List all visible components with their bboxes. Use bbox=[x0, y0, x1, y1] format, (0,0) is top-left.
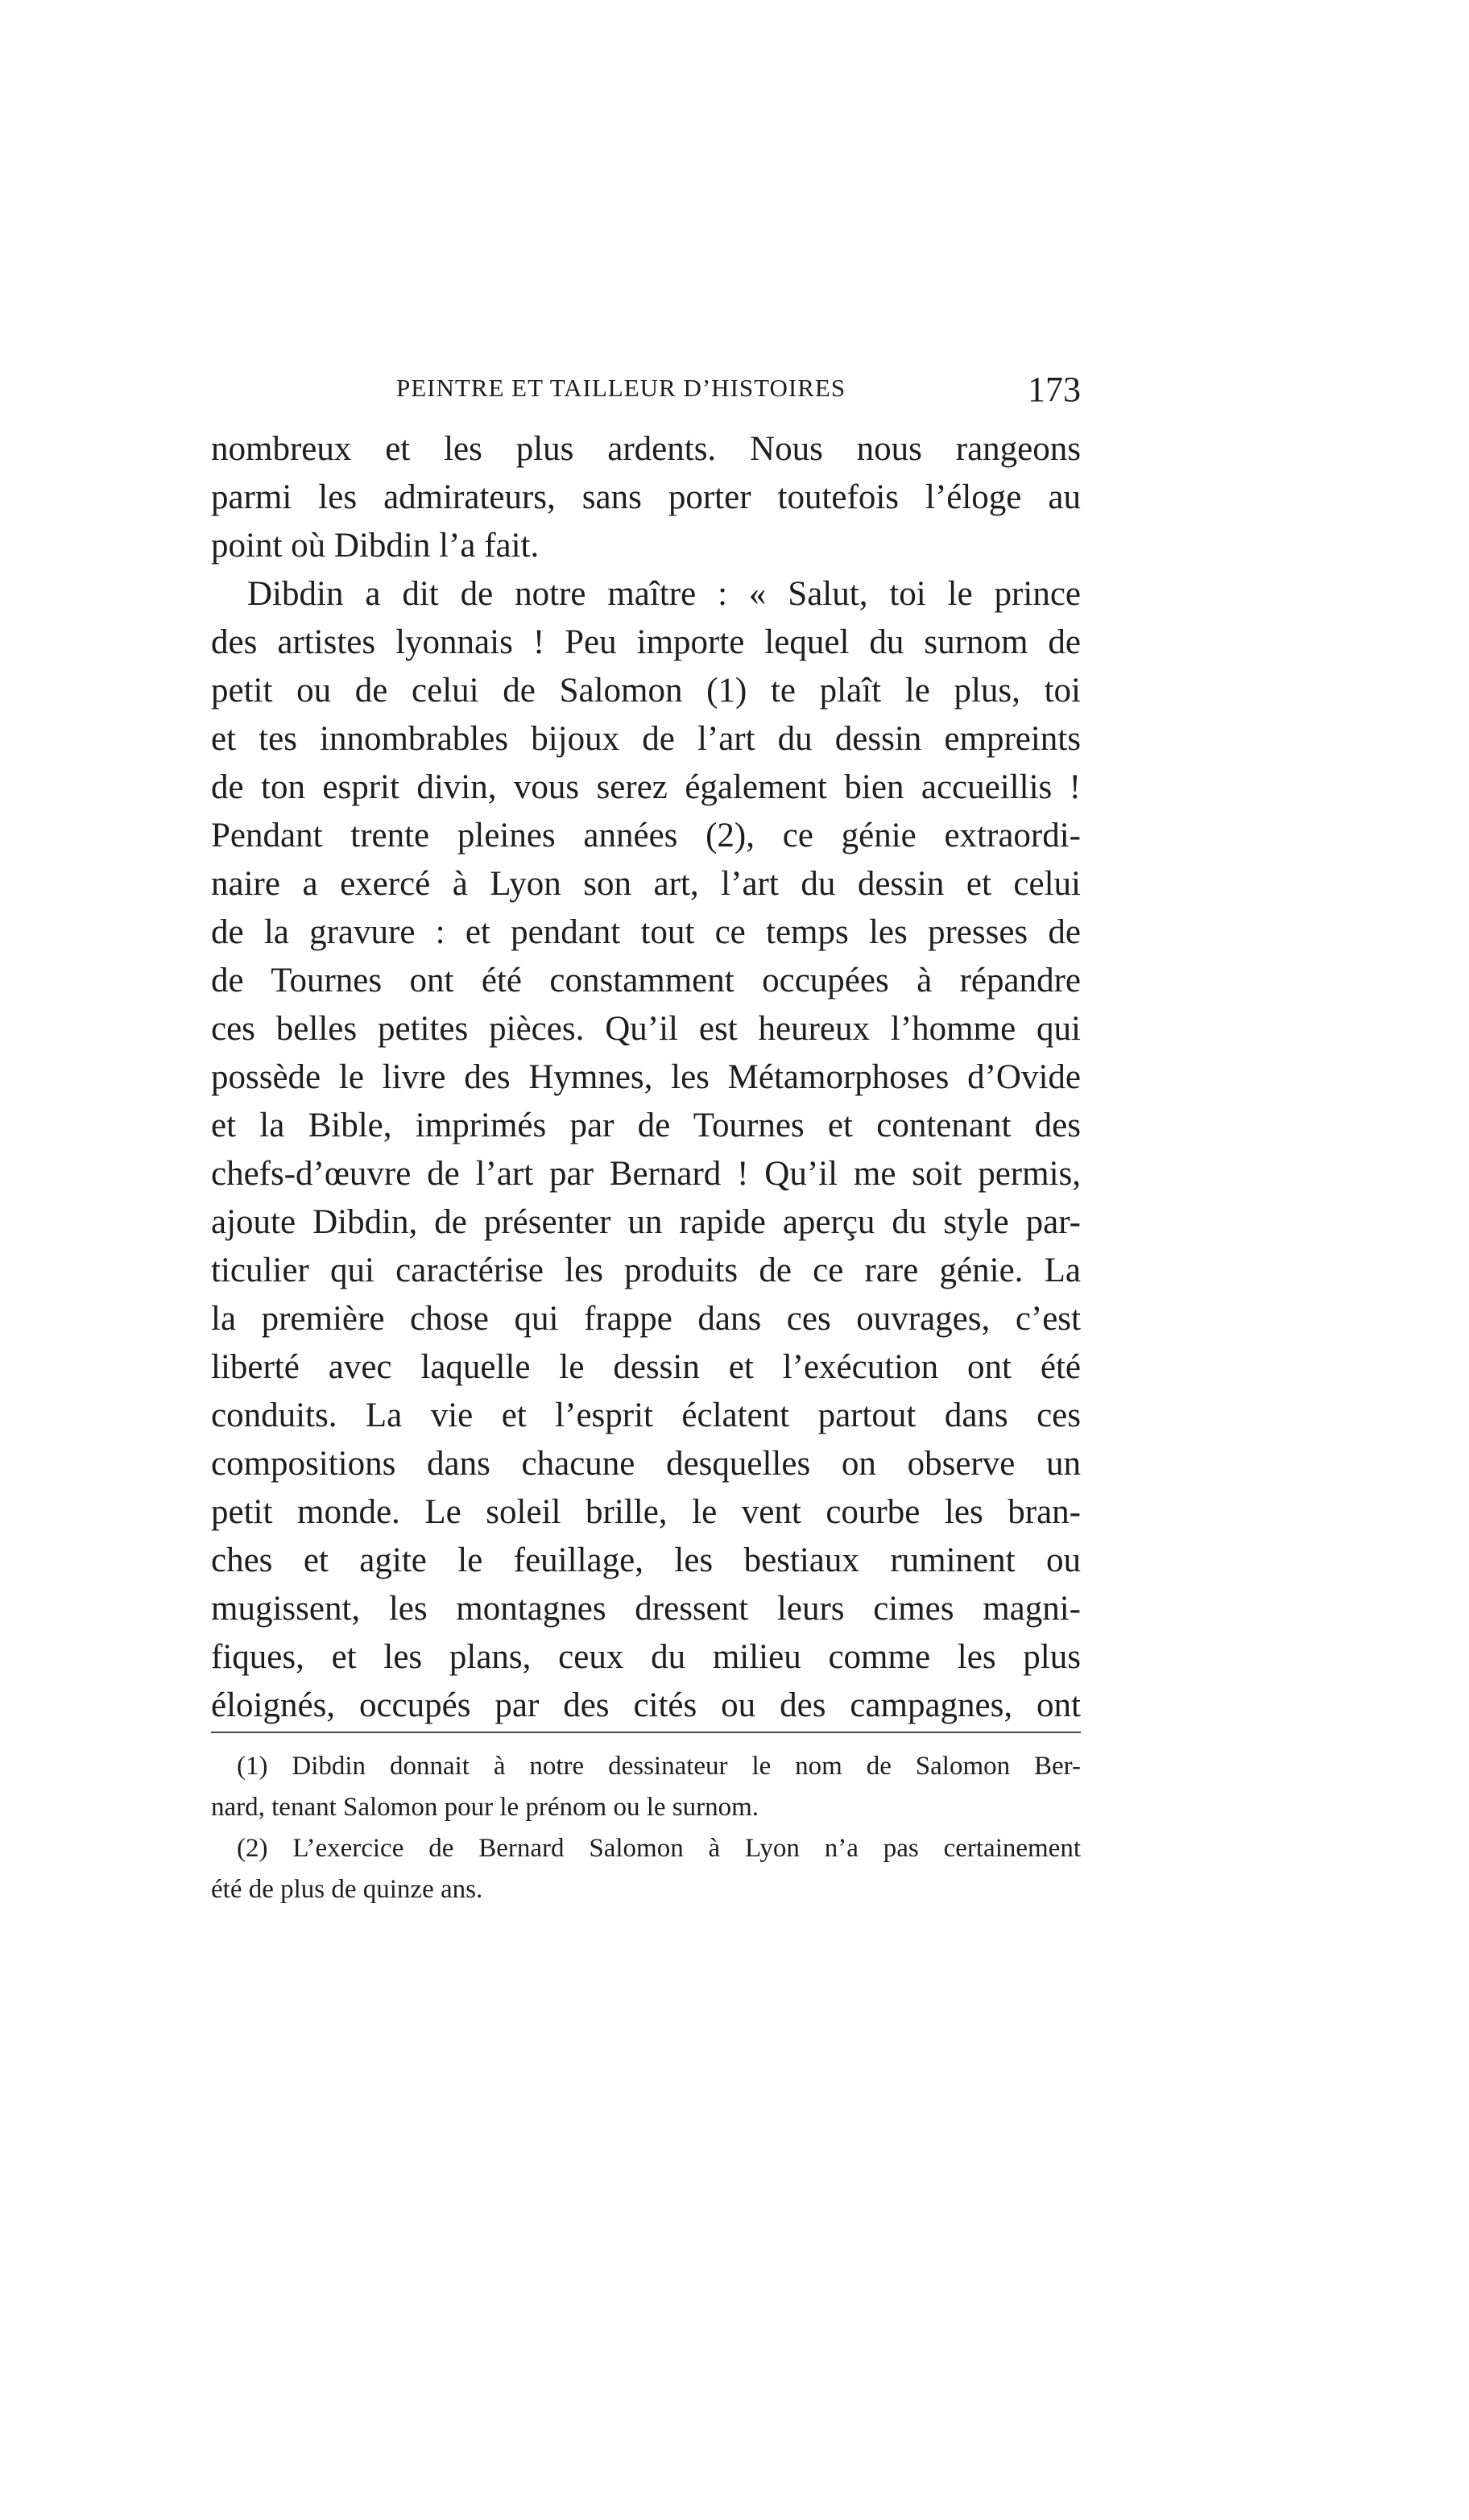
footnote-line: (2) L’exercice de Bernard Salomon à Lyon n’a pas certainement bbox=[237, 1834, 1081, 1863]
body-line: compositions dans chacune desquelles on observe un bbox=[211, 1445, 1081, 1483]
body-line: Dibdin a dit de notre maître : « Salut, toi le prince bbox=[247, 575, 1081, 613]
body-line: liberté avec laquelle le dessin et l’exécution ont été bbox=[211, 1348, 1081, 1386]
body-line: point où Dibdin l’a fait. bbox=[211, 527, 540, 565]
body-line: ajoute Dibdin, de présenter un rapide aperçu du style par- bbox=[211, 1203, 1081, 1241]
running-title: PEINTRE ET TAILLEUR D’HISTOIRES bbox=[396, 374, 846, 402]
page-number: 173 bbox=[1028, 370, 1081, 409]
body-line: fiques, et les plans, ceux du milieu comme les plus bbox=[211, 1638, 1081, 1676]
body-line: parmi les admirateurs, sans porter toutefois l’éloge au bbox=[211, 478, 1081, 516]
body-line: ces belles petites pièces. Qu’il est heureux l’homme qui bbox=[211, 1010, 1081, 1048]
body-line: naire a exercé à Lyon son art, l’art du dessin et celui bbox=[211, 865, 1081, 903]
body-line: mugissent, les montagnes dressent leurs cimes magni- bbox=[211, 1590, 1081, 1628]
footnote-line: nard, tenant Salomon pour le prénom ou le surnom. bbox=[211, 1793, 759, 1822]
body-line: de ton esprit divin, vous serez également bien accueillis ! bbox=[211, 768, 1081, 806]
body-line: éloignés, occupés par des cités ou des campagnes, ont bbox=[211, 1686, 1081, 1724]
body-line: nombreux et les plus ardents. Nous nous rangeons bbox=[211, 430, 1081, 468]
footnote-line: (1) Dibdin donnait à notre dessinateur le nom de Salomon Ber- bbox=[237, 1752, 1081, 1781]
body-line: ches et agite le feuillage, les bestiaux ruminent ou bbox=[211, 1541, 1081, 1579]
footnotes bbox=[211, 1746, 1081, 1910]
body-line: petit ou de celui de Salomon (1) te plaît le plus, toi bbox=[211, 672, 1081, 710]
footnote-rule bbox=[211, 1732, 1081, 1733]
body-line: la première chose qui frappe dans ces ouvrages, c’est bbox=[211, 1300, 1081, 1338]
body-line: et tes innombrables bijoux de l’art du dessin empreints bbox=[211, 720, 1081, 758]
running-head bbox=[211, 369, 1081, 417]
body-line: des artistes lyonnais ! Peu importe lequel du surnom de bbox=[211, 623, 1081, 661]
body-line: chefs-d’œuvre de l’art par Bernard ! Qu’il me soit permis, bbox=[211, 1155, 1081, 1193]
body-line: de la gravure : et pendant tout ce temps les presses de bbox=[211, 913, 1081, 951]
body-text bbox=[211, 425, 1081, 1730]
body-line: de Tournes ont été constamment occupées à répandre bbox=[211, 962, 1081, 999]
footnote-line: été de plus de quinze ans. bbox=[211, 1875, 483, 1904]
body-line: ticulier qui caractérise les produits de ce rare génie. La bbox=[211, 1252, 1081, 1289]
body-line: et la Bible, imprimés par de Tournes et contenant des bbox=[211, 1107, 1081, 1144]
body-line: petit monde. Le soleil brille, le vent courbe les bran- bbox=[211, 1493, 1081, 1531]
body-line: possède le livre des Hymnes, les Métamorphoses d’Ovide bbox=[211, 1058, 1081, 1096]
body-line: conduits. La vie et l’esprit éclatent partout dans ces bbox=[211, 1397, 1081, 1434]
body-line: Pendant trente pleines années (2), ce génie extraordi- bbox=[211, 817, 1081, 854]
